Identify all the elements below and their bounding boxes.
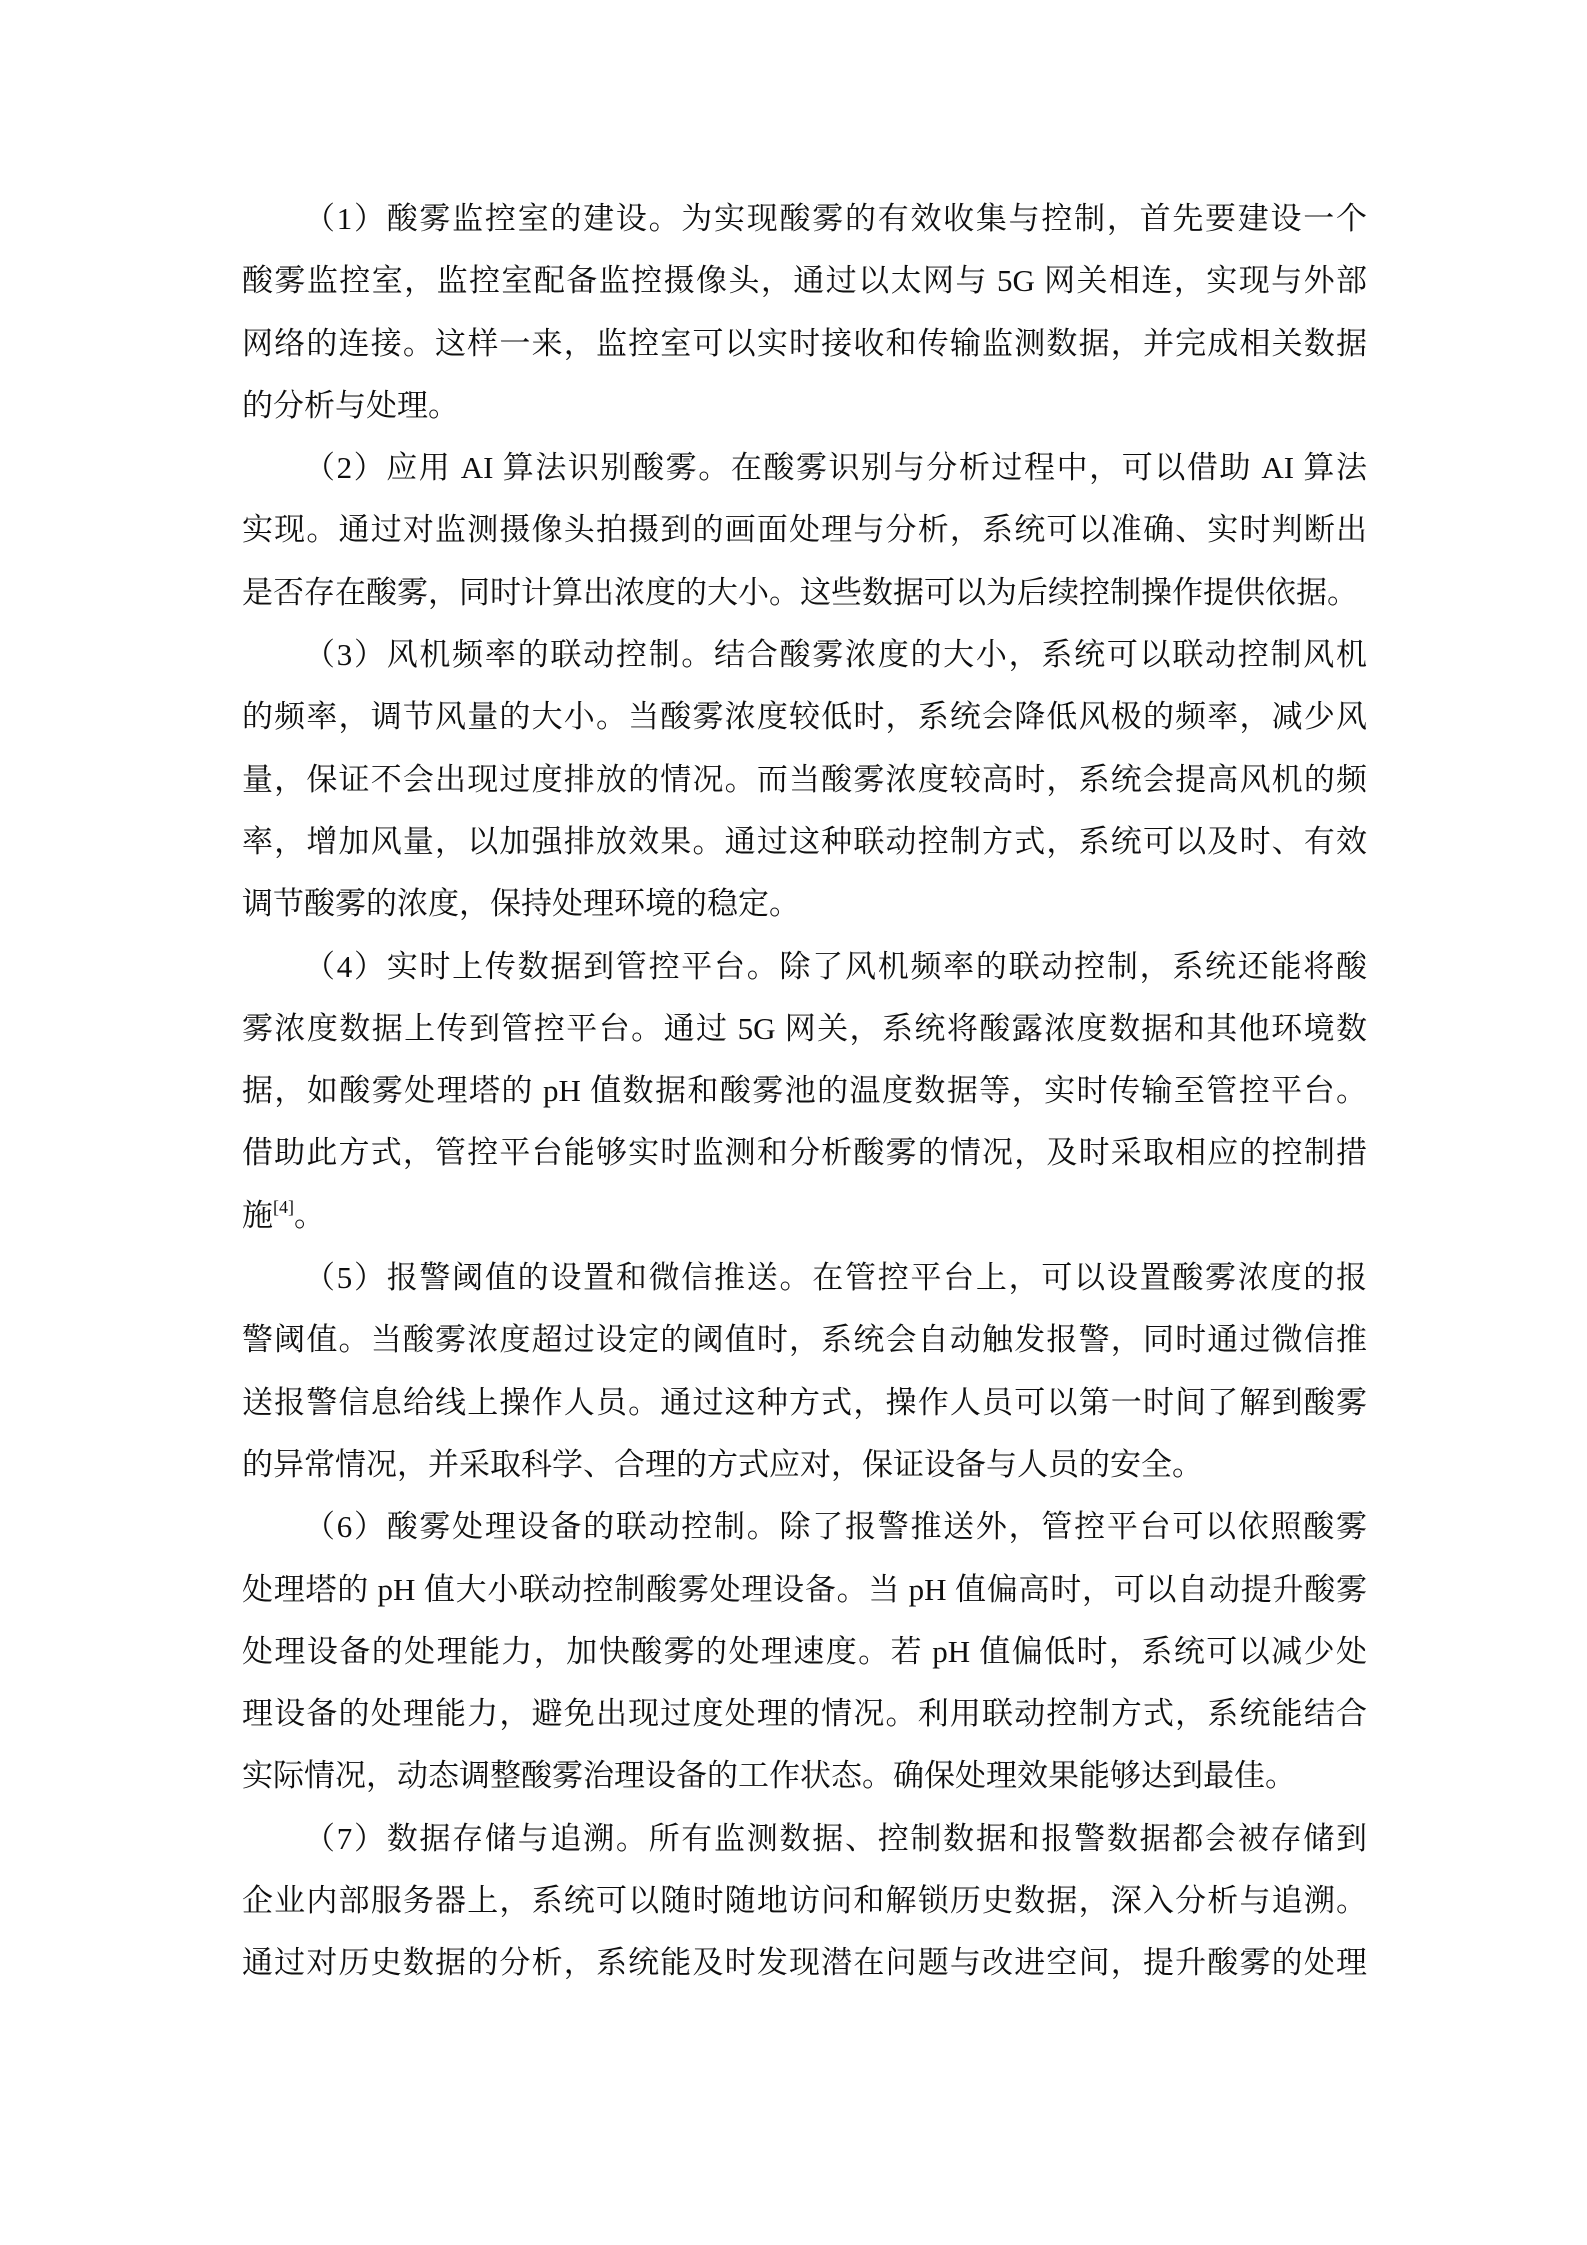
text-line: 实际情况，动态调整酸雾治理设备的工作状态。确保处理效果能够达到最佳。 bbox=[242, 1758, 1296, 1794]
text-line: 网络的连接。这样一来，监控室可以实时接收和传输监测数据，并完成相关数据 bbox=[242, 325, 1367, 361]
text-line: （3）风机频率的联动控制。结合酸雾浓度的大小，系统可以联动控制风机 bbox=[304, 637, 1367, 673]
text-line: （4）实时上传数据到管控平台。除了风机频率的联动控制，系统还能将酸 bbox=[304, 948, 1367, 984]
text-line: 施[4]。 bbox=[242, 1196, 325, 1233]
text-line: （6）酸雾处理设备的联动控制。除了报警推送外，管控平台可以依照酸雾 bbox=[304, 1509, 1367, 1545]
text-line: 的分析与处理。 bbox=[242, 387, 459, 423]
text-line: 处理塔的 pH 值大小联动控制酸雾处理设备。当 pH 值偏高时，可以自动提升酸雾 bbox=[242, 1571, 1367, 1607]
text-line: 据，如酸雾处理塔的 pH 值数据和酸雾池的温度数据等，实时传输至管控平台。 bbox=[242, 1073, 1367, 1109]
text-line: （1）酸雾监控室的建设。为实现酸雾的有效收集与控制，首先要建设一个 bbox=[304, 201, 1367, 236]
text-line: 调节酸雾的浓度，保持处理环境的稳定。 bbox=[242, 886, 800, 922]
paragraph-4 bbox=[242, 936, 1367, 1247]
text-line: 酸雾监控室，监控室配备监控摄像头，通过以太网与 5G 网关相连，实现与外部 bbox=[242, 263, 1367, 299]
text-line: （7）数据存储与追溯。所有监测数据、控制数据和报警数据都会被存储到 bbox=[304, 1820, 1367, 1856]
text-line: （5）报警阈值的设置和微信推送。在管控平台上，可以设置酸雾浓度的报 bbox=[304, 1260, 1367, 1296]
text-line: 的异常情况，并采取科学、合理的方式应对，保证设备与人员的安全。 bbox=[242, 1446, 1203, 1482]
text-line: 率，增加风量，以加强排放效果。通过这种联动控制方式，系统可以及时、有效 bbox=[242, 823, 1367, 859]
text-line: 警阈值。当酸雾浓度超过设定的阈值时，系统会自动触发报警，同时通过微信推 bbox=[242, 1322, 1367, 1358]
text-line: 量，保证不会出现过度排放的情况。而当酸雾浓度较高时，系统会提高风机的频 bbox=[242, 761, 1367, 797]
text-line: 实现。通过对监测摄像头拍摄到的画面处理与分析，系统可以准确、实时判断出 bbox=[242, 512, 1367, 548]
paragraph-6 bbox=[242, 1496, 1367, 1807]
paragraph-2 bbox=[242, 437, 1367, 624]
text-line: （2）应用 AI 算法识别酸雾。在酸雾识别与分析过程中，可以借助 AI 算法 bbox=[304, 450, 1367, 486]
document-body bbox=[242, 188, 1367, 1995]
text-line: 的频率，调节风量的大小。当酸雾浓度较低时，系统会降低风极的频率，减少风 bbox=[242, 699, 1367, 735]
text-line: 处理设备的处理能力，加快酸雾的处理速度。若 pH 值偏低时，系统可以减少处 bbox=[242, 1633, 1367, 1669]
paragraph-1 bbox=[242, 188, 1367, 437]
paragraph-3 bbox=[242, 624, 1367, 935]
text-line: 雾浓度数据上传到管控平台。通过 5G 网关，系统将酸露浓度数据和其他环境数 bbox=[242, 1010, 1367, 1046]
text-line: 企业内部服务器上，系统可以随时随地访问和解锁历史数据，深入分析与追溯。 bbox=[242, 1883, 1367, 1919]
text-line: 理设备的处理能力，避免出现过度处理的情况。利用联动控制方式，系统能结合 bbox=[242, 1696, 1367, 1732]
text-line: 送报警信息给线上操作人员。通过这种方式，操作人员可以第一时间了解到酸雾 bbox=[242, 1384, 1367, 1420]
citation-ref-4: [4] bbox=[273, 1196, 294, 1217]
text-line: 通过对历史数据的分析，系统能及时发现潜在问题与改进空间，提升酸雾的处理 bbox=[242, 1945, 1367, 1981]
text-line: 是否存在酸雾，同时计算出浓度的大小。这些数据可以为后续控制操作提供依据。 bbox=[242, 574, 1358, 610]
paragraph-5 bbox=[242, 1247, 1367, 1496]
paragraph-7 bbox=[242, 1808, 1367, 1995]
text-line: 借助此方式，管控平台能够实时监测和分析酸雾的情况，及时采取相应的控制措 bbox=[242, 1135, 1367, 1171]
